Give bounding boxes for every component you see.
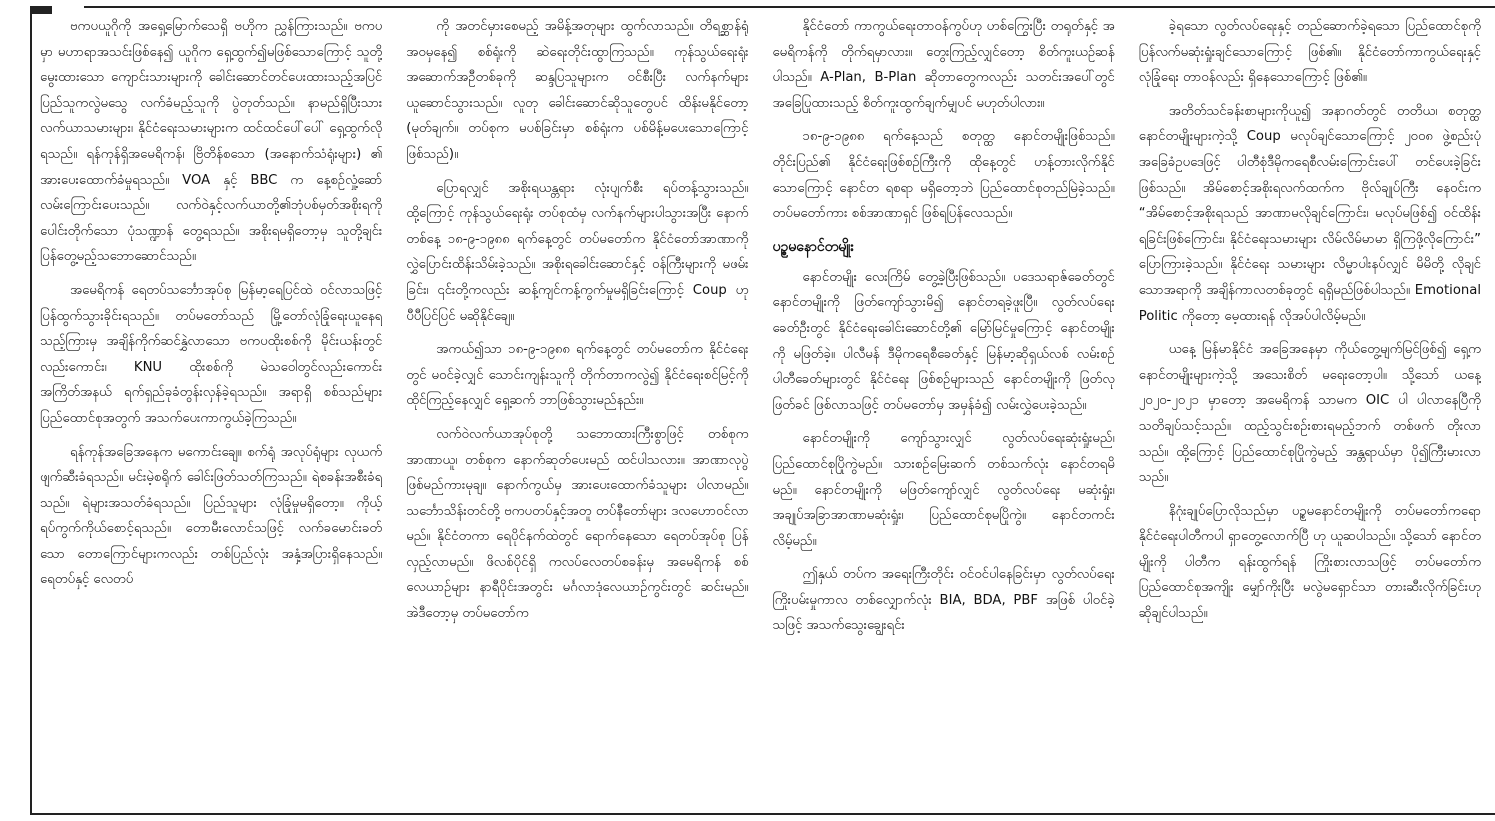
paragraph: ဗကပယူဂိုကို အရှေ့မြောက်သေရှိ ဗဟိုက ညွှန်ကြားသည်။ ဗကပမှာ မဟာရာအသင်းဖြစ်နေ၍ ယူဂိုက ရှေ့ထွက်၍မဖြစ်သောကြောင့် သူတို့မွေးထားသော ကျောင်းသားများကို ခေါင်းဆောင်တင်ပေးထားသည့်အပြင် ပြည်သူကလွဲမသွေ လက်ခံမည့်သူကို ပွဲတုတ်သည်။ နာမည်ရှိပြီးသား လက်ယာသမားများ၊ နိုင်ငံရေးသမားများက ထင်ထင်ပေါ်ပေါ် ရှေ့ထွက်လိုရသည်။ ရန်ကုန်ရှိအမေရိကန်၊ ဗြိတိန်စသော (အနောက်သံရုံးများ) ၏ အားပေးထောက်ခံမှုရသည်။ VOA နှင့် BBC က နေ့စဉ်လှုံ့ဆော်လမ်းကြောင်းပေးသည်။ လက်ဝဲနှင့်လက်ယာတို့၏ဘုံပစ်မှတ်အစိုးရကို ပေါင်းတိုက်သော ပုံသဏ္ဍာန် တွေ့ရသည်။ အစိုးရမရှိတော့မှ သူတို့ချင်း ပြန်တွေ့မည့်သဘောဆောင်သည်။ (40, 19, 383, 265)
paragraph: အမေရိကန် ရေတပ်သင်္ဘောအုပ်စု မြန်မာ့ရေပြင်ထဲ ဝင်လာသဖြင့် ပြန်ထွက်သွားခိုင်းရသည်။ တပ်မတော်သည် မြို့တော်လုံခြုံရေးယူနေရသည့်ကြားမှ အချိန်ကိုက်ဆင်နွှဲလာသော ဗကပထိုးစစ်ကို မိုင်းယန်းတွင် လည်းကောင်း၊ KNU ထိုးစစ်ကို မဲသဝေါတွင်လည်းကောင်း အကြိတ်အနယ် ရက်ရှည်ခုခံတွန်းလှန်ခဲ့ရသည်။ အရာရှိ စစ်သည်များ ပြည်ထောင်စုအတွက် အသက်ပေးကာကွယ်ခဲ့ကြသည်။ (40, 282, 383, 426)
paragraph: နိုင်ငံတော် ကာကွယ်ရေးတာဝန်ကွပ်ဟု ဟစ်ကြွေးပြီး တရုတ်နှင့် အမေရိကန်ကို တိုက်ရမှာလား။ တွေးကြည့်လျှင်တော့ စိတ်ကူးယဉ်ဆန်ပါသည်။ A-Plan, B-Plan ဆိုတာတွေကလည်း သတင်းအပေါ်တွင် အခြေပြုထားသည့် စိတ်ကူးထွက်ချက်မျှပင် မဟုတ်ပါလား။ (772, 19, 1115, 111)
paragraph: ယနေ့ မြန်မာနိုင်ငံ အခြေအနေမှာ ကိုယ်တွေ့မျက်မြင်ဖြစ်၍ ရှေ့ကနောင်တမျိုးများကဲ့သို့ အသေးစိတ် မရေးတော့ပါ။ သို့သော် ယနေ့ ၂၀၂၀-၂၀၂၁ မှာတော့ အမေရိကန် သာမက OIC ပါ ပါလာနေပြီကို သတိချပ်သင့်သည်။ ထည့်သွင်းစဉ်းစားရမည့်ဘက် တစ်ဖက် တိုးလာသည်။ ထို့ကြောင့် ပြည်ထောင်စုပြိုကွဲမည့် အန္တရာယ်မှာ ပို၍ကြီးမားလာသည်။ (1138, 342, 1481, 486)
paragraph: နိဂုံးချုပ်ပြောလိုသည်မှာ ပဥ္စမနောင်တမျိုးကို တပ်မတော်ကရော နိုင်ငံရေးပါတီကပါ ရှာတွေ့လောက်ပြီ ဟု ယူဆပါသည်။ သို့သော် နောင်တမျိုးကို ပါတီက ရန်းထွက်ရန် ကြိုးစားလာသဖြင့် တပ်မတော်က ပြည်ထောင်စုအကျိုး မျှော်ကိုးပြီး မလွဲမရှောင်သာ တားဆီးလိုက်ခြင်းဟု ဆိုချင်ပါသည်။ (1138, 503, 1481, 622)
column-1 (40, 14, 386, 810)
column-3 (773, 14, 1119, 810)
top-rule (84, 6, 1495, 8)
left-rule (30, 6, 32, 815)
paragraph: ဤနှယ် တပ်က အရေးကြီးတိုင်း ဝင်ဝင်ပါနေခြင်းမှာ လွတ်လပ်ရေးကြိုးပမ်းမှုကာလ တစ်လျှောက်လုံး BIA, BDA, PBF အဖြစ် ပါဝင်ခဲ့သဖြင့် အသက်သွေးချွေးရင်း (772, 567, 1115, 634)
paragraph: အတိတ်သင်ခန်းစာများကိုယူ၍ အနာဂတ်တွင် တတိယ၊ စတုတ္ထနောင်တမျိုးများကဲ့သို့ Coup မလုပ်ချင်သောကြောင့် ၂၀၀၈ ဖွဲ့စည်းပုံအခြေခံဥပဒေဖြင့် ပါတီစုံဒီမိုကရေစီလမ်းကြောင်းပေါ် တင်ပေးခဲ့ခြင်းဖြစ်သည်။ အိမ်စောင့်အစိုးရလက်ထက်က ဗိုလ်ချုပ်ကြီး နေဝင်းက “အိမ်စောင့်အစိုးရသည် အာဏာမလိုချင်ကြောင်း၊ မလုပ်မဖြစ်၍ ဝင်ထိန်းရခြင်းဖြစ်ကြောင်း၊ နိုင်ငံရေးသမားများ လိမ်လိမ်မာမာ ရှိကြဖို့လိုကြောင်း” ပြောကြားခဲ့သည်။ နိုင်ငံရေး သမားများ လိမ္မာပါးနပ်လျှင် မိမိတို့ လိုချင်သောအရာကို အချိန်ကာလတစ်ခုတွင် ရရှိမည်ဖြစ်ပါသည်။ Emotional Politic ကိုတော့ မေ့ထားရန် လိုအပ်ပါလိမ့်မည်။ (1138, 103, 1481, 324)
paragraph: ၁၈-၉-၁၉၈၈ ရက်နေ့သည် စတုတ္ထ နောင်တမျိုးဖြစ်သည်။ တိုင်းပြည်၏ နိုင်ငံရေးဖြစ်စဉ်ကြီးကို ထိုနေ့တွင် ဟန့်တားလိုက်နိုင်သောကြောင့် နောင်တ ရစရာ မရှိတော့ဘဲ ပြည်ထောင်စုတည်မြဲခဲ့သည်။ တပ်မတော်ကား စစ်အာဏာရှင် ဖြစ်ရပြန်လေသည်။ (772, 129, 1115, 222)
paragraph: ပြောရလျှင် အစိုးရယန္တရား လုံးပျက်စီး ရပ်တန့်သွားသည်။ ထို့ကြောင့် ကုန်သွယ်ရေးရုံး တပ်စုထံမှ လက်နက်များပါသွားအပြီး နောက်တစ်နေ့ ၁၈-၉-၁၉၈၈ ရက်နေ့တွင် တပ်မတော်က နိုင်ငံတော်အာဏာကို လွှဲပြောင်းထိန်းသိမ်းခဲ့သည်။ အစိုးရခေါင်းဆောင်နှင့် ဝန်ကြီးများကို မဖမ်းခြင်း၊ ၎င်းတို့ကလည်း ဆန့်ကျင်ကန့်ကွက်မှုမရှိခြင်းကြောင့် Coup ဟု ပီပီပြင်ပြင် မဆိုနိုင်ချေ။ (406, 180, 749, 324)
section-heading: ပဥ္စမနောင်တမျိုး (772, 238, 855, 255)
paragraph: ခဲ့ရသော လွတ်လပ်ရေးနှင့် တည်ဆောက်ခဲ့ရသော ပြည်ထောင်စုကို ပြန်လက်မဆုံးရှုံးချင်သောကြောင့် ဖြစ်၏။ နိုင်ငံတော်ကာကွယ်ရေးနှင့် လုံခြုံရေး တာဝန်လည်း ရှိနေသောကြောင့် ဖြစ်၏။ (1138, 19, 1481, 86)
bottom-rule (30, 813, 1495, 815)
paragraph: ရန်ကုန်အခြေအနေက မကောင်းချေ။ စက်ရုံ အလုပ်ရုံများ လုယက်ဖျက်ဆီးခံရသည်။ မင်းမဲ့စရိုက် ခေါင်းဖြတ်သတ်ကြသည်။ ရဲစခန်းအစီးခံရသည်။ ရဲများအသတ်ခံရသည်။ ပြည်သူများ လုံခြုံမှုမရှိတော့။ ကိုယ့်ရပ်ကွက်ကိုယ်စောင့်ရသည်။ တောမီးလောင်သဖြင့် လက်ခမောင်းခတ်သော တောကြောင်များကလည်း တစ်ပြည်လုံး အနှံ့အပြားရှိနေသည်။ ရေတပ်နှင့် လေတပ် (40, 444, 383, 588)
paragraph: နောင်တမျိုး လေးကြိမ် တွေ့ခဲ့ပြီးဖြစ်သည်။ ပဒေသရာဇ်ခေတ်တွင် နောင်တမျိုးကို ဖြတ်ကျော်သွားမိ၍ နောင်တရခဲ့ဖူးပြီ။ လွတ်လပ်ရေးခေတ်ဦးတွင် နိုင်ငံရေးခေါင်းဆောင်တို့၏ မြော်မြင်မှုကြောင့် နောင်တမျိုးကို မဖြတ်ခဲ့။ ပါလီမန် ဒီမိုကရေစီခေတ်နှင့် မြန်မာ့ဆိုရှယ်လစ် လမ်းစဉ်ပါတီခေတ်များတွင် နိုင်ငံရေး ဖြစ်စဉ်များသည် နောင်တမျိုးကို ဖြတ်လုဖြတ်ခင် ဖြစ်လာသဖြင့် တပ်မတော်မှ အမှန်ခံ၍ လမ်းလွှဲပေးခဲ့သည်။ (772, 269, 1115, 413)
paragraph: နောင်တမျိုးကို ကျော်သွားလျှင် လွတ်လပ်ရေးဆုံးရှုံးမည်၊ ပြည်ထောင်စုပြိုကွဲမည်။ သားစဉ်မြေးဆက် တစ်သက်လုံး နောင်တရမိမည်။ နောင်တမျိုးကို မဖြတ်ကျော်လျှင် လွတ်လပ်ရေး မဆုံးရှုံး၊ အချုပ်အခြာအာဏာမဆုံးရှုံး၊ ပြည်ထောင်စုမပြိုကွဲ။ နောင်တကင်းလိမ့်မည်။ (772, 431, 1115, 549)
article-columns (40, 14, 1485, 810)
paragraph: အကယ်၍သာ ၁၈-၉-၁၉၈၈ ရက်နေ့တွင် တပ်မတော်က နိုင်ငံရေးတွင် မဝင်ခဲ့လျှင် သောင်းကျန်းသူကို တိုက်တာကလွဲ၍ နိုင်ငံရေးစင်မြင့်ကို ထိုင်ကြည့်နေလျှင် ရှေ့ဆက် ဘာဖြစ်သွားမည်နည်း။ (406, 342, 749, 409)
paragraph: လက်ဝဲလက်ယာအုပ်စုတို့ သဘောထားကြီးစွာဖြင့် တစ်စုက အာဏာယူ၊ တစ်စုက နောက်ဆုတ်ပေးမည် ထင်ပါသလား။ အာဏာလုပွဲဖြစ်မည်ကားမုချ။ နောက်ကွယ်မှ အားပေးထောက်ခံသူများ ပါလာမည်။ သင်္ဘောသိန်းတင်တို့ ဗကပတပ်နှင့်အတူ တပ်နီတော်များ ဒလဟောဝင်လာမည်။ နိုင်ငံတကာ ရေပိုင်နက်ထဲတွင် ရောက်နေသော ရေတပ်အုပ်စု ပြန်လှည့်လာမည်။ ဖိလစ်ပိုင်ရှိ ကလပ်လေတပ်စခန်းမှ အမေရိကန် စစ်လေယာဉ်များ နာရီပိုင်းအတွင်း မင်္ဂလာဒုံလေယာဉ်ကွင်းတွင် ဆင်းမည်။ အဲဒီတော့မှ တပ်မတော်က (406, 426, 749, 622)
corner-mark (30, 6, 52, 14)
column-2 (406, 14, 752, 810)
paragraph: ကို အတင်မှားစေမည့် အမိန့်အတုများ ထွက်လာသည်။ တိရစ္ဆာန်ရုံ အဝမှနေ၍ စစ်ရုံးကို ဆဲရေးတိုင်းထွာကြသည်။ ကုန်သွယ်ရေးရုံး အဆောက်အဦတစ်ခုကို ဆန္ဒပြသူများက ဝင်စီးပြီး လက်နက်များ ယူဆောင်သွားသည်။ လူတု ခေါင်းဆောင်ဆိုသူတွေပင် ထိန်းမနိုင်တော့ (မုတ်ချက်။ တပ်စုက မပစ်ခြင်းမှာ စစ်ရုံးက ပစ်မိန့်မပေးသောကြောင့်ဖြစ်သည်)။ (406, 19, 749, 162)
column-4 (1139, 14, 1485, 810)
